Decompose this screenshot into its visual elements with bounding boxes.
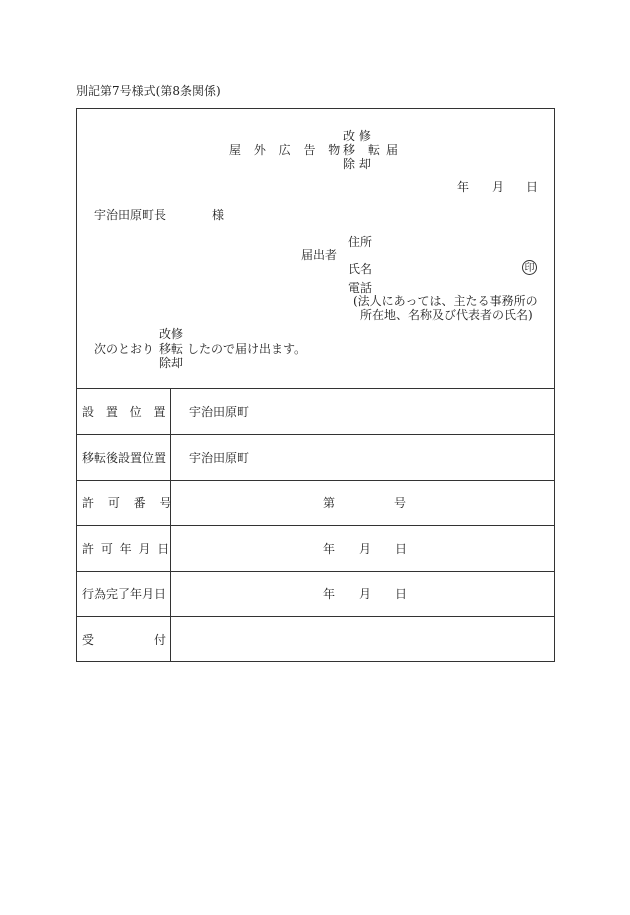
applicant-note-line2: 所在地、名称及び代表者の氏名) [360, 308, 533, 322]
row-label-new-location: 移転後設置位置 [82, 451, 167, 465]
row-label-permit-number: 許 可 番 号 [82, 496, 172, 510]
table-row-divider [76, 616, 555, 617]
title-options-top: 改 修 [343, 129, 371, 143]
statement-option-move: 移転 [159, 342, 184, 356]
title-option-move-a: 移 [343, 143, 356, 157]
statement-option-repair: 改修 [159, 327, 184, 341]
completion-date-month: 月 [359, 587, 372, 601]
name-label: 氏名 [348, 262, 373, 276]
title-suffix: 届 [386, 143, 399, 157]
title-options-bottom: 除 却 [343, 157, 371, 171]
addressee-name: 宇治田原町長 [94, 208, 167, 222]
permit-date-day: 日 [395, 542, 408, 556]
completion-date-day: 日 [395, 587, 408, 601]
row-label-permit-date: 許 可 年 月 日 [82, 542, 170, 556]
row-label-install-location: 設 置 位 置 [82, 405, 166, 419]
table-top-line [76, 388, 555, 389]
applicant-note-line1: (法人にあっては、主たる事務所の [353, 294, 538, 308]
date-month: 月 [492, 180, 505, 194]
form-reference: 別記第7号様式(第8条関係) [76, 84, 221, 98]
seal-icon: 印 [522, 260, 537, 275]
row-label-completion-date: 行為完了年月日 [82, 587, 167, 601]
completion-date-year: 年 [323, 587, 336, 601]
table-row-divider [76, 434, 555, 435]
table-row-divider [76, 480, 555, 481]
row-label-receipt-b: 付 [154, 633, 167, 647]
permit-date-month: 月 [359, 542, 372, 556]
permit-number-prefix: 第 [323, 496, 336, 510]
statement-suffix: したので届け出ます。 [187, 342, 307, 356]
address-label: 住所 [348, 235, 373, 249]
table-column-divider [170, 388, 171, 662]
date-year: 年 [457, 180, 470, 194]
row-label-receipt-a: 受 [82, 633, 95, 647]
permit-number-suffix: 号 [394, 496, 407, 510]
title-option-move-b: 転 [368, 143, 381, 157]
applicant-label: 届出者 [301, 248, 338, 262]
statement-option-remove: 除却 [159, 356, 184, 370]
form-title: 屋 外 広 告 物 [229, 143, 341, 157]
row-value-install-location: 宇治田原町 [189, 405, 250, 419]
date-day: 日 [526, 180, 539, 194]
permit-date-year: 年 [323, 542, 336, 556]
table-row-divider [76, 525, 555, 526]
table-row-divider [76, 571, 555, 572]
addressee-honorific: 様 [212, 208, 225, 222]
statement-prefix: 次のとおり [94, 342, 155, 356]
phone-label: 電話 [348, 281, 373, 295]
form-frame [76, 108, 555, 662]
row-value-new-location: 宇治田原町 [189, 451, 250, 465]
